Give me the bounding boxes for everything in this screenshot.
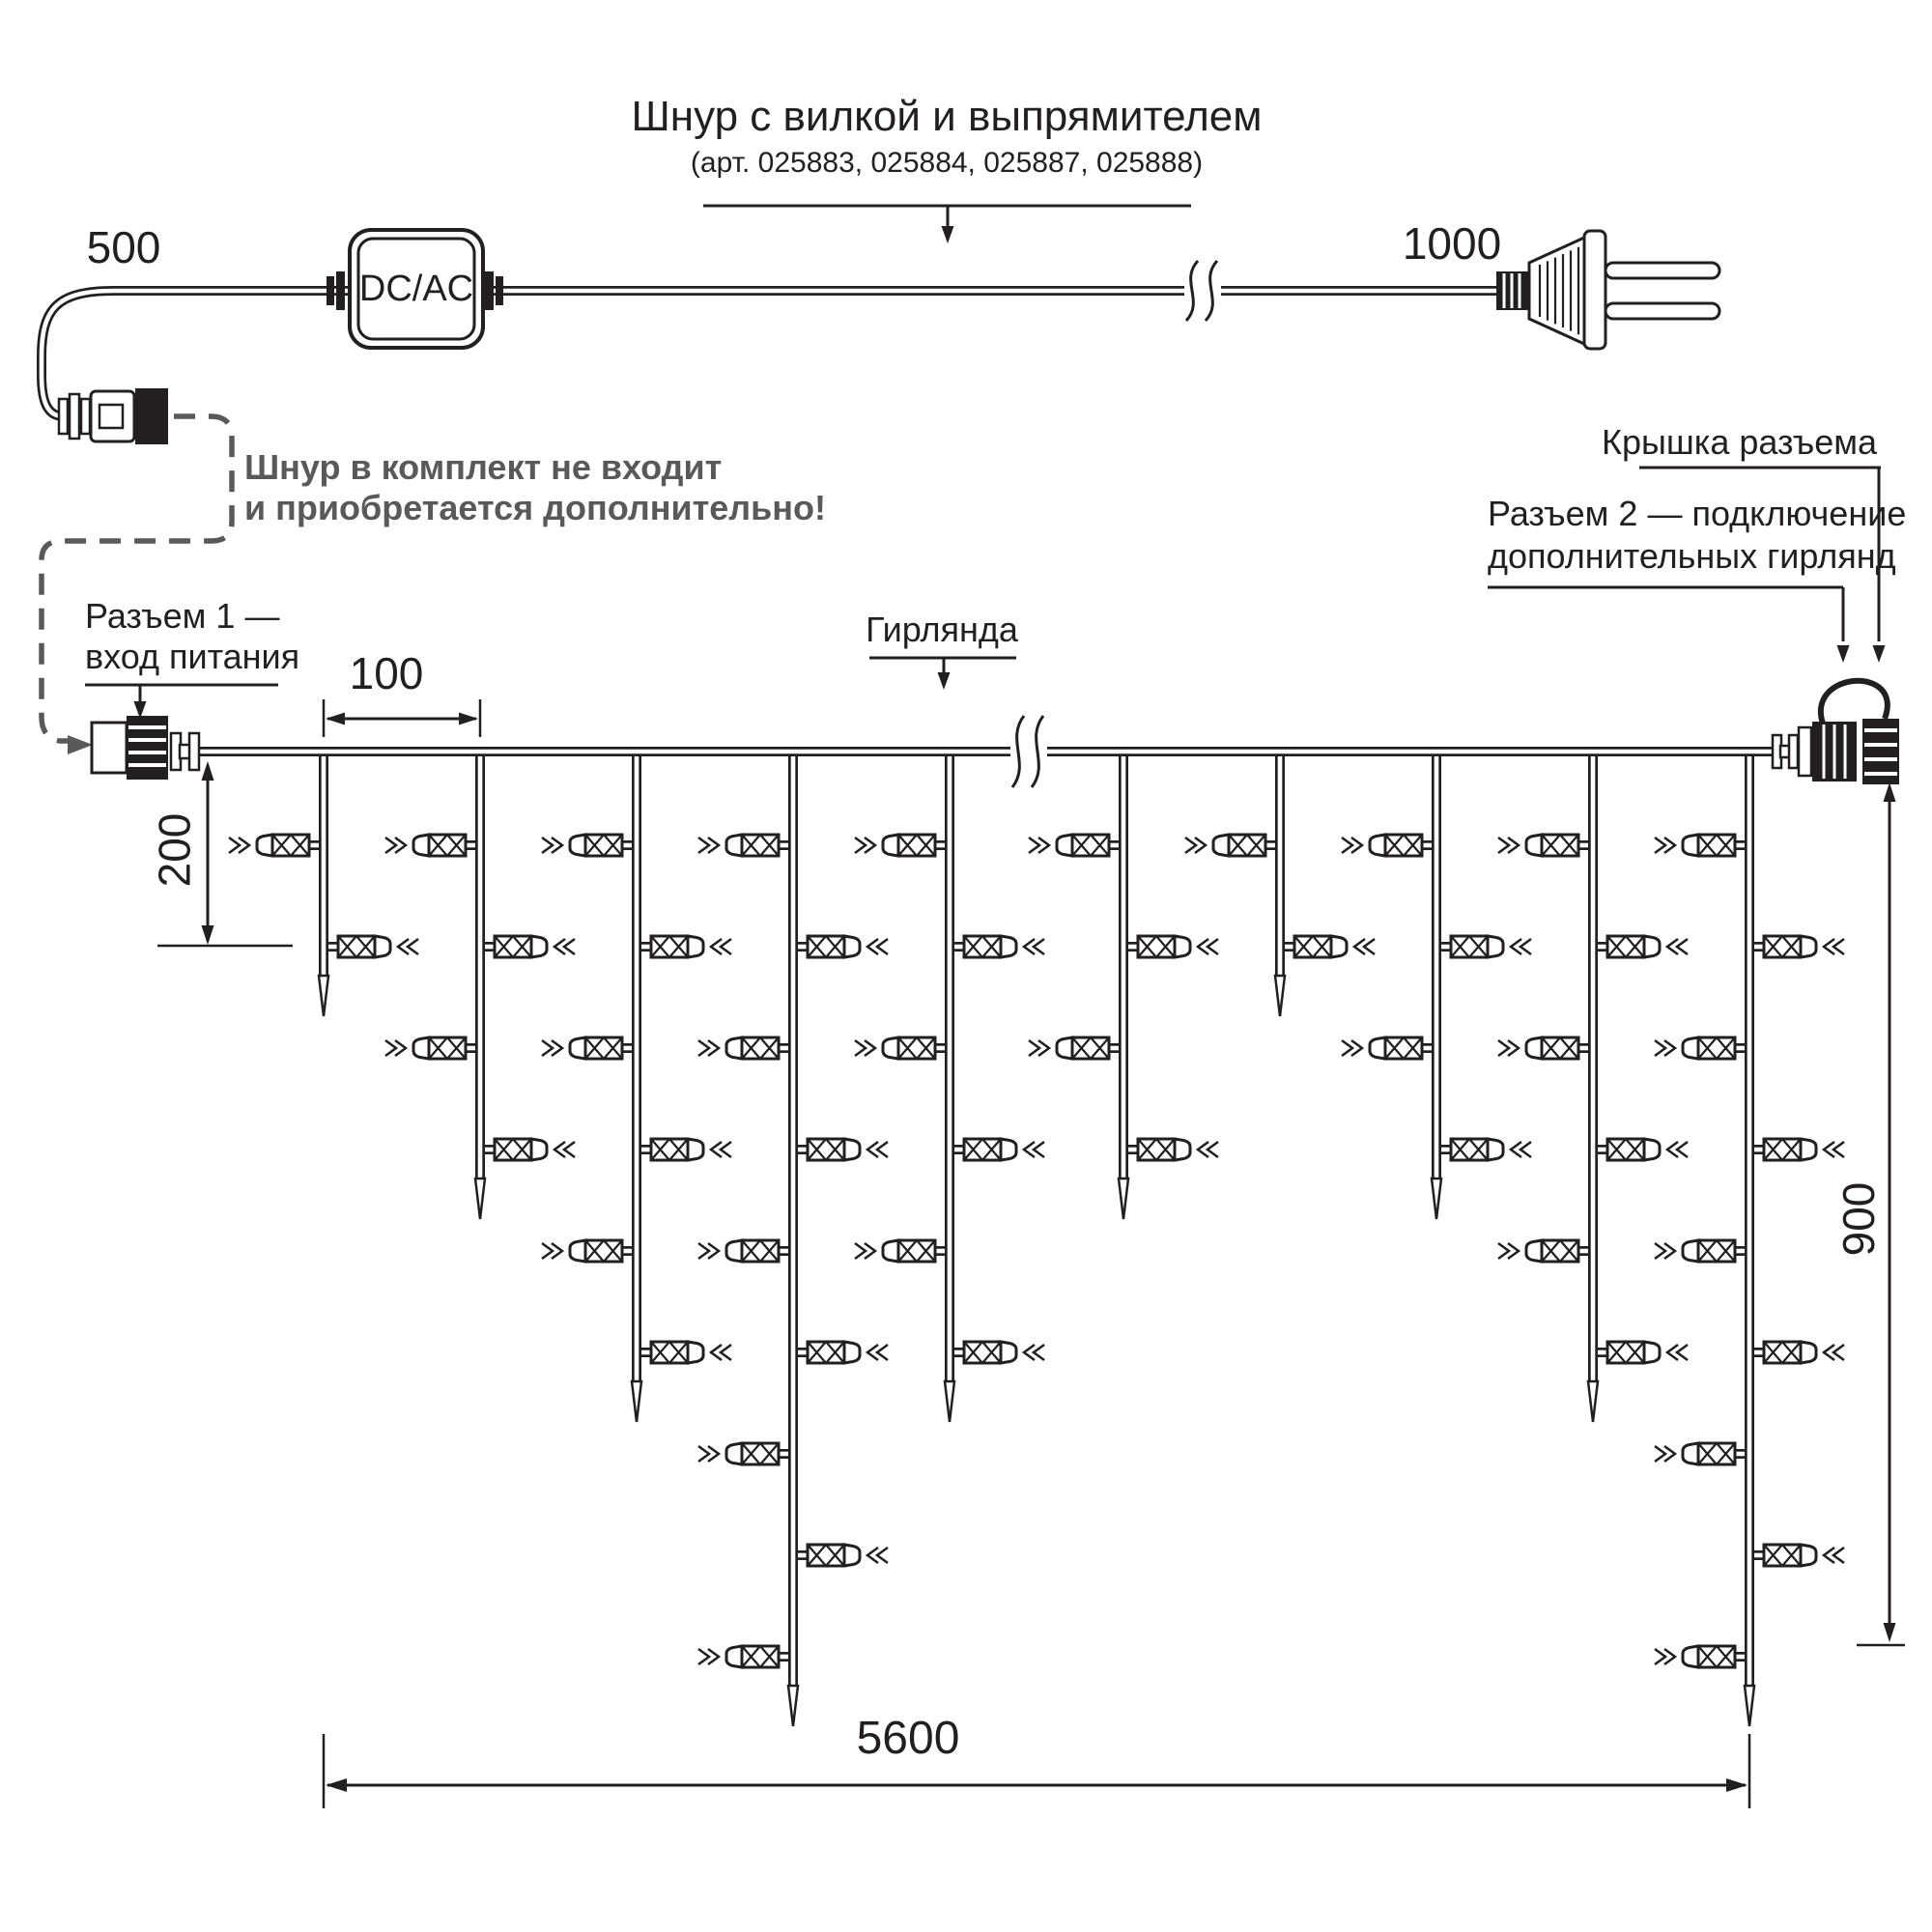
bulb-tip bbox=[1801, 1139, 1816, 1160]
bulb-body bbox=[1764, 1545, 1801, 1566]
bulb-tip bbox=[1331, 936, 1347, 957]
bulb-tip bbox=[883, 835, 898, 856]
dcac-left-ridge bbox=[327, 276, 334, 305]
light-rays-icon bbox=[1342, 838, 1352, 853]
dim-5600-arrow-icon bbox=[326, 1778, 347, 1792]
bulb-body bbox=[808, 1342, 844, 1363]
dcac-right-ridge bbox=[496, 276, 503, 305]
cap-label: Крышка разъема bbox=[1602, 422, 1877, 462]
bulb-body bbox=[898, 1240, 935, 1262]
bulb-tip bbox=[1644, 1342, 1660, 1363]
bulb-body bbox=[898, 1037, 935, 1059]
light-rays-icon bbox=[698, 1649, 709, 1664]
bulb-body bbox=[808, 1139, 844, 1160]
light-rays-icon bbox=[855, 1040, 866, 1056]
dim-5600-label: 5600 bbox=[856, 1713, 960, 1764]
bulb-tip bbox=[1057, 1037, 1072, 1059]
light-rays-icon bbox=[564, 1142, 575, 1157]
bulb-body bbox=[1138, 936, 1175, 957]
bulb-tip bbox=[726, 835, 742, 856]
bulb-body bbox=[585, 835, 622, 856]
light-rays-icon bbox=[877, 1548, 888, 1563]
bulb-tip bbox=[531, 1139, 547, 1160]
light-rays-icon bbox=[385, 1040, 396, 1056]
drop-tip bbox=[1275, 976, 1285, 1016]
drop-tip bbox=[1119, 1179, 1128, 1219]
bulb-tip bbox=[688, 936, 703, 957]
bulb-body bbox=[338, 936, 375, 957]
bulb-body bbox=[1138, 1139, 1175, 1160]
bulb-tip bbox=[883, 1240, 898, 1262]
drop-tip bbox=[1745, 1686, 1754, 1726]
dim-900-arrow-icon bbox=[1884, 782, 1896, 802]
connector2-label-line2: дополнительных гирлянд bbox=[1488, 536, 1896, 576]
bulb-body bbox=[1607, 1139, 1644, 1160]
drop-tip bbox=[319, 976, 328, 1016]
light-rays-icon bbox=[855, 1243, 866, 1259]
light-rays-icon bbox=[1677, 1345, 1688, 1360]
light-rays-icon bbox=[1677, 939, 1688, 954]
dim-500-label: 500 bbox=[86, 222, 161, 272]
light-rays-icon bbox=[385, 838, 396, 853]
bulb-tip bbox=[1526, 1037, 1542, 1059]
bulb-tip bbox=[726, 1037, 742, 1059]
not-included-arrow-icon bbox=[68, 735, 93, 754]
plug-face bbox=[1584, 231, 1605, 349]
cord-break-symbol bbox=[1184, 261, 1221, 321]
bulb-body bbox=[1542, 1240, 1578, 1262]
bulb-tip bbox=[1370, 835, 1385, 856]
drop-tip bbox=[1588, 1381, 1598, 1422]
bulb-body bbox=[742, 1240, 779, 1262]
bulb-tip bbox=[1526, 1240, 1542, 1262]
bulb-body bbox=[1542, 1037, 1578, 1059]
connector2-cap-loop bbox=[1821, 681, 1888, 724]
bulb-tip bbox=[726, 1240, 742, 1262]
bulb-body bbox=[495, 936, 531, 957]
bulb-tip bbox=[570, 835, 585, 856]
light-rays-icon bbox=[542, 1040, 553, 1056]
bulb-tip bbox=[883, 1037, 898, 1059]
bulb-tip bbox=[531, 936, 547, 957]
bulb-body bbox=[742, 1443, 779, 1464]
bulb-tip bbox=[1683, 1037, 1698, 1059]
dim-1000-label: 1000 bbox=[1402, 218, 1502, 269]
light-rays-icon bbox=[229, 838, 240, 853]
connector2-label-line1: Разъем 2 — подключение bbox=[1488, 494, 1907, 533]
bulb-body bbox=[1451, 936, 1488, 957]
note-line1: Шнур в комплект не входит bbox=[244, 447, 723, 487]
light-rays-icon bbox=[1655, 1040, 1665, 1056]
dcac-right-ridge bbox=[485, 271, 494, 310]
bulb-body bbox=[651, 1342, 688, 1363]
light-rays-icon bbox=[877, 1345, 888, 1360]
light-rays-icon bbox=[1655, 1243, 1665, 1259]
bulb-body bbox=[1698, 1240, 1735, 1262]
light-rays-icon bbox=[1520, 1142, 1531, 1157]
light-rays-icon bbox=[877, 939, 888, 954]
bulb-tip bbox=[844, 1545, 860, 1566]
light-rays-icon bbox=[877, 1142, 888, 1157]
bulb-body bbox=[964, 936, 1001, 957]
bulb-body bbox=[964, 1139, 1001, 1160]
cord-subtitle: (арт. 025883, 025884, 025887, 025888) bbox=[690, 147, 1204, 179]
bulb-body bbox=[1385, 1037, 1422, 1059]
wire-break-symbol bbox=[1010, 716, 1047, 787]
bulb-tip bbox=[726, 1646, 742, 1667]
light-rays-icon bbox=[1208, 939, 1218, 954]
bulb-tip bbox=[1175, 936, 1190, 957]
dim-900-arrow-icon bbox=[1884, 1623, 1896, 1642]
bulb-tip bbox=[688, 1342, 703, 1363]
bulb-body bbox=[742, 1037, 779, 1059]
bulb-body bbox=[898, 835, 935, 856]
bulb-body bbox=[1764, 1139, 1801, 1160]
not-included-dashed-path bbox=[42, 416, 232, 741]
light-rays-icon bbox=[721, 1345, 731, 1360]
dim-5600-arrow-icon bbox=[1726, 1778, 1747, 1792]
bulb-tip bbox=[1644, 936, 1660, 957]
bulb-tip bbox=[1801, 1342, 1816, 1363]
power-cord-hook bbox=[42, 291, 350, 416]
bulb-body bbox=[272, 835, 309, 856]
light-rays-icon bbox=[1655, 1446, 1665, 1462]
bulb-tip bbox=[1001, 936, 1016, 957]
bulb-body bbox=[1698, 1443, 1735, 1464]
light-rays-icon bbox=[855, 838, 866, 853]
note-line2: и приобретается дополнительно! bbox=[244, 488, 826, 527]
dcac-box-label: DC/AC bbox=[358, 268, 474, 309]
bulb-body bbox=[742, 1646, 779, 1667]
bulb-tip bbox=[413, 1037, 429, 1059]
bulb-tip bbox=[1683, 1240, 1698, 1262]
light-rays-icon bbox=[698, 1446, 709, 1462]
light-rays-icon bbox=[408, 939, 418, 954]
light-rays-icon bbox=[1029, 1040, 1039, 1056]
bulb-body bbox=[651, 936, 688, 957]
dim-200-label: 200 bbox=[149, 812, 200, 888]
bulb-body bbox=[1698, 835, 1735, 856]
connector1-label-line1: Разъем 1 — bbox=[85, 596, 280, 636]
bulb-body bbox=[1698, 1646, 1735, 1667]
light-rays-icon bbox=[698, 1243, 709, 1259]
garland-connector2-plug bbox=[1799, 727, 1811, 776]
garland-connector1-plug bbox=[92, 723, 127, 773]
dim-900-label: 900 bbox=[1833, 1181, 1884, 1257]
drop-tip bbox=[475, 1179, 485, 1219]
bulb-body bbox=[585, 1037, 622, 1059]
bulb-tip bbox=[1801, 1545, 1816, 1566]
light-rays-icon bbox=[1034, 1345, 1044, 1360]
connector-ridge bbox=[70, 394, 79, 439]
cord-title-arrow-icon bbox=[942, 226, 954, 243]
bulb-tip bbox=[1057, 835, 1072, 856]
plug-prong bbox=[1605, 263, 1719, 278]
connector1-label-line2: вход питания bbox=[85, 637, 300, 676]
bulb-tip bbox=[844, 936, 860, 957]
bulb-tip bbox=[844, 1139, 860, 1160]
bulb-tip bbox=[570, 1240, 585, 1262]
bulb-tip bbox=[1001, 1342, 1016, 1363]
light-rays-icon bbox=[698, 1040, 709, 1056]
connector2-arrow-icon bbox=[1837, 645, 1850, 663]
plug-prong bbox=[1605, 303, 1719, 319]
connector-ridge bbox=[81, 399, 90, 434]
drop-tip bbox=[632, 1381, 641, 1422]
bulb-body bbox=[1607, 1342, 1644, 1363]
bulb-tip bbox=[1683, 835, 1698, 856]
light-rays-icon bbox=[1029, 838, 1039, 853]
light-rays-icon bbox=[1833, 1345, 1844, 1360]
bulb-tip bbox=[1488, 936, 1503, 957]
light-rays-icon bbox=[1498, 1040, 1509, 1056]
bulb-tip bbox=[1488, 1139, 1503, 1160]
dim-100-arrow-icon bbox=[459, 713, 478, 725]
light-rays-icon bbox=[1034, 1142, 1044, 1157]
light-rays-icon bbox=[1498, 838, 1509, 853]
bulb-body bbox=[651, 1139, 688, 1160]
dim-200-arrow-icon bbox=[202, 761, 214, 781]
light-rays-icon bbox=[1364, 939, 1375, 954]
bulb-tip bbox=[1801, 936, 1816, 957]
bulb-body bbox=[1764, 1342, 1801, 1363]
light-rays-icon bbox=[1185, 838, 1196, 853]
bulb-tip bbox=[1683, 1646, 1698, 1667]
dim-100-arrow-icon bbox=[326, 713, 345, 725]
light-rays-icon bbox=[564, 939, 575, 954]
light-rays-icon bbox=[1498, 1243, 1509, 1259]
bulb-body bbox=[1294, 936, 1331, 957]
dim-100-label: 100 bbox=[349, 648, 424, 698]
light-rays-icon bbox=[1677, 1142, 1688, 1157]
bulb-body bbox=[1072, 835, 1109, 856]
garland-connector1-cap bbox=[127, 716, 168, 780]
light-rays-icon bbox=[1655, 1649, 1665, 1664]
light-rays-icon bbox=[1034, 939, 1044, 954]
bulb-body bbox=[1072, 1037, 1109, 1059]
bulb-body bbox=[1542, 835, 1578, 856]
light-rays-icon bbox=[721, 1142, 731, 1157]
bulb-tip bbox=[1644, 1139, 1660, 1160]
bulb-tip bbox=[570, 1037, 585, 1059]
connector-ridge bbox=[59, 399, 68, 434]
bulb-tip bbox=[1370, 1037, 1385, 1059]
drop-tip bbox=[945, 1381, 954, 1422]
connector-cap bbox=[135, 388, 168, 444]
light-rays-icon bbox=[1833, 1548, 1844, 1563]
bulb-body bbox=[1385, 835, 1422, 856]
bulb-body bbox=[585, 1240, 622, 1262]
bulb-body bbox=[495, 1139, 531, 1160]
bulb-tip bbox=[1213, 835, 1229, 856]
bulb-tip bbox=[1001, 1139, 1016, 1160]
bulb-tip bbox=[1175, 1139, 1190, 1160]
garland-connector1-ridge bbox=[189, 733, 199, 770]
bulb-tip bbox=[688, 1139, 703, 1160]
bulb-body bbox=[808, 1545, 844, 1566]
bulb-body bbox=[1607, 936, 1644, 957]
bulb-body bbox=[808, 936, 844, 957]
bulb-body bbox=[964, 1342, 1001, 1363]
bulb-tip bbox=[375, 936, 390, 957]
bulb-body bbox=[1451, 1139, 1488, 1160]
light-rays-icon bbox=[698, 838, 709, 853]
bulb-body bbox=[429, 835, 466, 856]
light-rays-icon bbox=[1208, 1142, 1218, 1157]
bulb-body bbox=[742, 835, 779, 856]
garland-label-arrow-icon bbox=[938, 672, 951, 690]
bulb-tip bbox=[1683, 1443, 1698, 1464]
bulb-tip bbox=[1526, 835, 1542, 856]
plug-body bbox=[1529, 238, 1584, 344]
garland-label: Гирлянда bbox=[866, 610, 1018, 649]
bulb-body bbox=[1764, 936, 1801, 957]
light-rays-icon bbox=[542, 838, 553, 853]
bulb-body bbox=[1229, 835, 1265, 856]
light-rays-icon bbox=[542, 1243, 553, 1259]
connector-socket bbox=[99, 405, 123, 428]
bulb-tip bbox=[726, 1443, 742, 1464]
garland-connector2-ridge bbox=[1789, 735, 1798, 768]
light-rays-icon bbox=[1655, 838, 1665, 853]
bulb-tip bbox=[413, 835, 429, 856]
light-rays-icon bbox=[1520, 939, 1531, 954]
bulb-tip bbox=[257, 835, 272, 856]
bulb-body bbox=[1698, 1037, 1735, 1059]
bulb-tip bbox=[844, 1342, 860, 1363]
dim-200-arrow-icon bbox=[202, 925, 214, 945]
dcac-left-ridge bbox=[336, 271, 345, 310]
bulb-body bbox=[429, 1037, 466, 1059]
drop-tip bbox=[1432, 1179, 1441, 1219]
cord-title: Шнур с вилкой и выпрямителем bbox=[631, 93, 1263, 140]
light-rays-icon bbox=[1342, 1040, 1352, 1056]
light-rays-icon bbox=[1833, 939, 1844, 954]
light-rays-icon bbox=[721, 939, 731, 954]
cap-arrow-icon bbox=[1873, 645, 1886, 663]
